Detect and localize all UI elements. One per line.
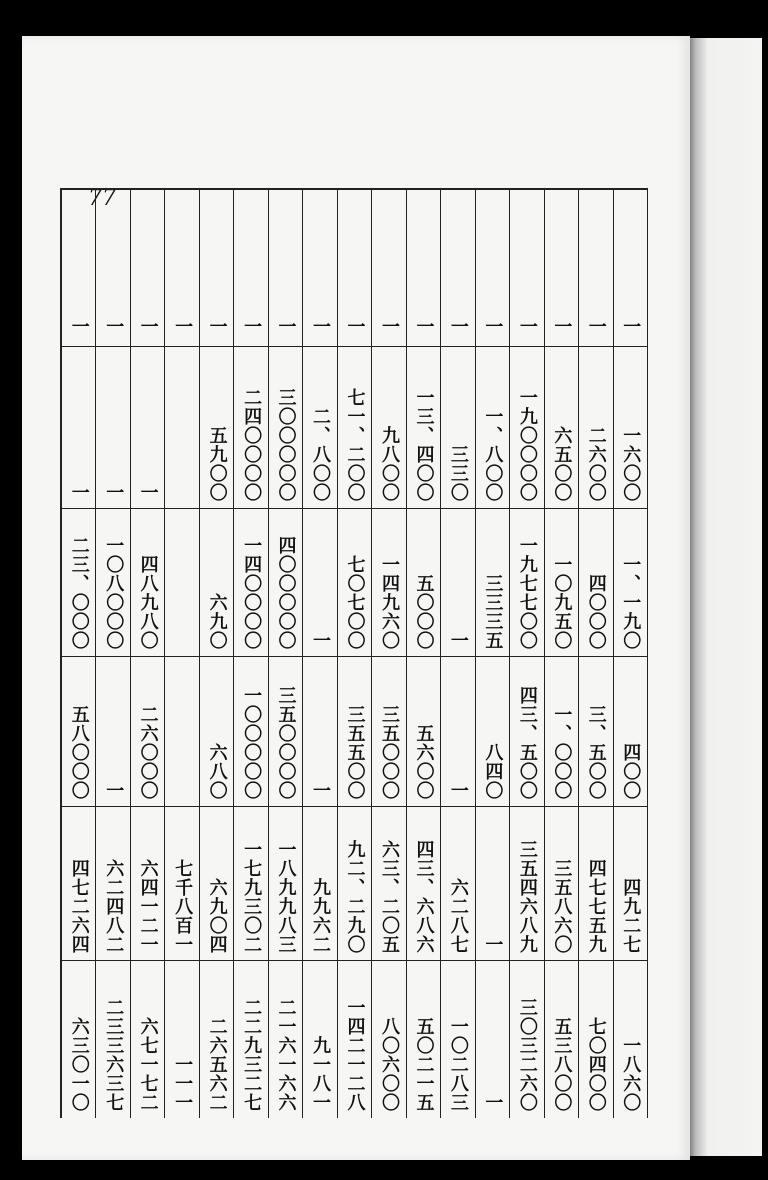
ledger-cell	[545, 190, 578, 346]
cell-value: 三五八六〇	[551, 859, 573, 954]
cell-value: 一	[310, 317, 332, 336]
cell-value: 三〇三二六〇	[516, 998, 538, 1112]
ledger-cell	[579, 960, 612, 1118]
ledger-cell	[407, 806, 440, 960]
ledger-cell	[96, 346, 129, 508]
cell-value: 七一、二〇〇	[344, 388, 366, 502]
ledger-column	[234, 190, 268, 1118]
cell-value: 三〇〇〇〇〇	[275, 388, 297, 502]
cell-value: 四〇〇〇〇〇	[275, 536, 297, 650]
ledger-cell	[96, 190, 129, 346]
cell-value: 一	[585, 317, 607, 336]
ledger-cell	[131, 656, 164, 806]
ledger-cell	[407, 346, 440, 508]
ledger-cell	[476, 346, 509, 508]
ledger-cell	[476, 806, 509, 960]
ledger-column	[441, 190, 475, 1118]
ledger-cell	[62, 806, 95, 960]
cell-value: 一	[482, 317, 504, 336]
cell-value: 六二四八二	[103, 859, 125, 954]
cell-value: 三五〇〇〇〇	[275, 686, 297, 800]
ledger-column	[200, 190, 234, 1118]
cell-value: 一四〇〇〇〇	[241, 536, 263, 650]
cell-value: 一八九九八三	[275, 840, 297, 954]
cell-value: 一〇〇〇〇〇	[241, 686, 263, 800]
ledger-cell	[131, 806, 164, 960]
ledger-cell	[372, 960, 405, 1118]
ledger-cell	[510, 190, 543, 346]
cell-value: 一一一	[172, 1055, 194, 1112]
ledger-cell	[579, 346, 612, 508]
ledger-cell	[200, 960, 233, 1118]
ledger-cell	[476, 960, 509, 1118]
ledger-cell	[338, 190, 371, 346]
cell-value: 一	[447, 781, 469, 800]
ledger-cell	[407, 960, 440, 1118]
ledger-cell	[200, 190, 233, 346]
ledger-cell	[165, 508, 198, 656]
ledger-cell	[200, 806, 233, 960]
adjacent-page-edge	[686, 38, 762, 1156]
ledger-cell	[407, 508, 440, 656]
cell-value: 一	[310, 631, 332, 650]
ledger-cell	[234, 806, 267, 960]
cell-value: 四三、六八六	[413, 840, 435, 954]
ledger-cell	[338, 346, 371, 508]
ledger-cell	[338, 656, 371, 806]
cell-value: 一	[172, 317, 194, 336]
cell-value: 八〇六〇〇	[378, 1017, 400, 1112]
cell-value: 一	[447, 317, 469, 336]
ledger-cell	[476, 508, 509, 656]
ledger-cell	[269, 960, 302, 1118]
cell-value: 三、五〇〇	[585, 705, 607, 800]
cell-value: 一三、四〇〇	[413, 388, 435, 502]
ledger-column	[407, 190, 441, 1118]
ledger-cell	[510, 346, 543, 508]
ledger-cell	[441, 508, 474, 656]
cell-value: 三五〇〇〇	[378, 705, 400, 800]
ledger-cell	[303, 190, 336, 346]
ledger-cell	[96, 508, 129, 656]
cell-value: 五八〇〇〇	[68, 705, 90, 800]
cell-value: 一四九六〇	[378, 555, 400, 650]
ledger-cell	[269, 190, 302, 346]
cell-value: 四九二七	[620, 878, 642, 954]
cell-value: 三三三五	[482, 574, 504, 650]
ledger-cell	[441, 346, 474, 508]
cell-value: 一八六〇	[620, 1036, 642, 1112]
ledger-cell	[96, 656, 129, 806]
cell-value: 一	[137, 483, 159, 502]
cell-value: 四三、五〇〇	[516, 686, 538, 800]
ledger-cell	[545, 656, 578, 806]
ledger-cell	[165, 656, 198, 806]
cell-value: 一	[68, 483, 90, 502]
cell-value: 六九〇	[206, 593, 228, 650]
ledger-cell	[234, 960, 267, 1118]
ledger-cell	[165, 346, 198, 508]
cell-value: 一、八〇〇	[482, 407, 504, 502]
ledger-cell	[303, 346, 336, 508]
ledger-cell	[234, 508, 267, 656]
cell-value: 六八〇	[206, 743, 228, 800]
cell-value: 一	[103, 317, 125, 336]
ledger-cell	[476, 656, 509, 806]
cell-value: 四七七五九	[585, 859, 607, 954]
ledger-cell	[579, 806, 612, 960]
ledger-cell	[269, 656, 302, 806]
cell-value: 一	[103, 781, 125, 800]
cell-value: 五六〇〇	[413, 724, 435, 800]
ledger-cell	[269, 508, 302, 656]
ledger-cell	[62, 190, 95, 346]
ledger-cell	[614, 806, 647, 960]
cell-value: 九八〇〇	[378, 426, 400, 502]
ledger-cell	[303, 806, 336, 960]
cell-value: 一	[310, 781, 332, 800]
cell-value: 一	[68, 317, 90, 336]
ledger-cell	[614, 508, 647, 656]
ledger-column	[96, 190, 130, 1118]
cell-value: 二六〇〇	[585, 426, 607, 502]
ledger-cell	[579, 190, 612, 346]
cell-value: 八四〇	[482, 743, 504, 800]
ledger-cell	[131, 508, 164, 656]
ledger-cell	[372, 656, 405, 806]
ledger-cell	[545, 346, 578, 508]
cell-value: 一	[241, 317, 263, 336]
ledger-column	[165, 190, 199, 1118]
cell-value: 一〇八〇〇〇	[103, 536, 125, 650]
ledger-column	[62, 190, 96, 1118]
ledger-column	[269, 190, 303, 1118]
ledger-cell	[234, 346, 267, 508]
cell-value: 一四二一二八	[344, 998, 366, 1112]
ledger-cell	[441, 960, 474, 1118]
ledger-cell	[62, 656, 95, 806]
ledger-cell	[372, 508, 405, 656]
ledger-cell	[372, 190, 405, 346]
ledger-cell	[407, 190, 440, 346]
cell-value: 六五〇〇	[551, 426, 573, 502]
ledger-cell	[510, 656, 543, 806]
ledger-cell	[338, 960, 371, 1118]
cell-value: 六四一二一	[137, 859, 159, 954]
ledger-cell	[510, 508, 543, 656]
ledger-cell	[545, 806, 578, 960]
ledger-column	[372, 190, 406, 1118]
ledger-cell	[131, 190, 164, 346]
ledger-cell	[200, 656, 233, 806]
ledger-column	[579, 190, 613, 1118]
ledger-column	[303, 190, 337, 1118]
cell-value: 一六〇〇	[620, 426, 642, 502]
cell-value: 二、八〇〇	[310, 407, 332, 502]
ledger-cell	[303, 508, 336, 656]
cell-value: 一	[447, 631, 469, 650]
ledger-cell	[234, 190, 267, 346]
cell-value: 一	[482, 1093, 504, 1112]
ledger-cell	[269, 806, 302, 960]
cell-value: 一	[620, 317, 642, 336]
cell-value: 一	[551, 317, 573, 336]
cell-value: 七千八百一	[172, 859, 194, 954]
cell-value: 五三八〇〇	[551, 1017, 573, 1112]
ledger-cell	[269, 346, 302, 508]
ledger-cell	[338, 508, 371, 656]
cell-value: 五〇二一五	[413, 1017, 435, 1112]
ledger-cell	[614, 346, 647, 508]
cell-value: 一	[482, 935, 504, 954]
ledger-column	[338, 190, 372, 1118]
cell-value: 二二九三二七	[241, 998, 263, 1112]
cell-value: 六二八七	[447, 878, 469, 954]
ledger-cell	[372, 806, 405, 960]
cell-value: 二四〇〇〇〇	[241, 388, 263, 502]
cell-value: 六三、二〇五	[378, 840, 400, 954]
cell-value: 九九六二	[310, 878, 332, 954]
cell-value: 一九〇〇〇〇	[516, 388, 538, 502]
cell-value: 九一八一	[310, 1036, 332, 1112]
ledger-cell	[62, 508, 95, 656]
cell-value: 一、〇〇〇	[551, 705, 573, 800]
ledger-cell	[338, 806, 371, 960]
cell-value: 一、一九〇	[620, 555, 642, 650]
ledger-cell	[441, 656, 474, 806]
ledger-cell	[234, 656, 267, 806]
ledger-column	[131, 190, 165, 1118]
ledger-cell	[372, 346, 405, 508]
cell-value: 七〇四〇〇	[585, 1017, 607, 1112]
cell-value: 一七九三〇二	[241, 840, 263, 954]
cell-value: 四〇〇	[620, 743, 642, 800]
cell-value: 一	[344, 317, 366, 336]
cell-value: 七〇七〇〇	[344, 555, 366, 650]
ledger-column	[476, 190, 510, 1118]
cell-value: 六九〇四	[206, 878, 228, 954]
ledger-cell	[510, 806, 543, 960]
cell-value: 五九〇〇	[206, 426, 228, 502]
ledger-cell	[476, 190, 509, 346]
ledger-cell	[303, 960, 336, 1118]
cell-value: 四七二六四	[68, 859, 90, 954]
ledger-cell	[62, 346, 95, 508]
cell-value: 六七一七二	[137, 1017, 159, 1112]
cell-value: 九二、二九〇	[344, 840, 366, 954]
ledger-cell	[614, 960, 647, 1118]
cell-value: 四八九八〇	[137, 555, 159, 650]
cell-value: 五〇〇〇	[413, 574, 435, 650]
ledger-cell	[131, 346, 164, 508]
ledger-cell	[407, 656, 440, 806]
ledger-cell	[165, 960, 198, 1118]
ledger-cell	[200, 508, 233, 656]
cell-value: 四〇〇〇	[585, 574, 607, 650]
cell-value: 一〇二八三	[447, 1017, 469, 1112]
cell-value: 二六〇〇〇	[137, 705, 159, 800]
ledger-cell	[165, 806, 198, 960]
cell-value: 一〇九五〇	[551, 555, 573, 650]
cell-value: 一	[103, 483, 125, 502]
cell-value: 一	[378, 317, 400, 336]
ledger-cell	[441, 190, 474, 346]
ledger-cell	[510, 960, 543, 1118]
cell-value: 三五四六八九	[516, 840, 538, 954]
ledger-cell	[614, 190, 647, 346]
cell-value: 一	[137, 317, 159, 336]
page-number: 77	[88, 186, 116, 211]
ledger-cell	[545, 960, 578, 1118]
ledger-cell	[441, 806, 474, 960]
cell-value: 一	[516, 317, 538, 336]
ledger-cell	[579, 656, 612, 806]
ledger-column	[545, 190, 579, 1118]
ledger-cell	[200, 346, 233, 508]
cell-value: 三五五〇〇	[344, 705, 366, 800]
ledger-column	[614, 190, 648, 1118]
ledger-column	[510, 190, 544, 1118]
cell-value: 一	[206, 317, 228, 336]
cell-value: 一	[413, 317, 435, 336]
ledger-table	[60, 188, 648, 1118]
cell-value: 二六五六二	[206, 1017, 228, 1112]
cell-value: 一九七七〇〇	[516, 536, 538, 650]
cell-value: 二三三六三七	[103, 998, 125, 1112]
ledger-cell	[614, 656, 647, 806]
cell-value: 三三〇	[447, 445, 469, 502]
ledger-cell	[303, 656, 336, 806]
cell-value: 一	[275, 317, 297, 336]
ledger-cell	[131, 960, 164, 1118]
cell-value: 二一六一六六	[275, 998, 297, 1112]
ledger-cell	[545, 508, 578, 656]
ledger-cell	[96, 960, 129, 1118]
cell-value: 六三〇一〇	[68, 1017, 90, 1112]
ledger-cell	[165, 190, 198, 346]
cell-value: 二三、〇〇〇	[68, 536, 90, 650]
ledger-cell	[579, 508, 612, 656]
ledger-cell	[96, 806, 129, 960]
ledger-cell	[62, 960, 95, 1118]
